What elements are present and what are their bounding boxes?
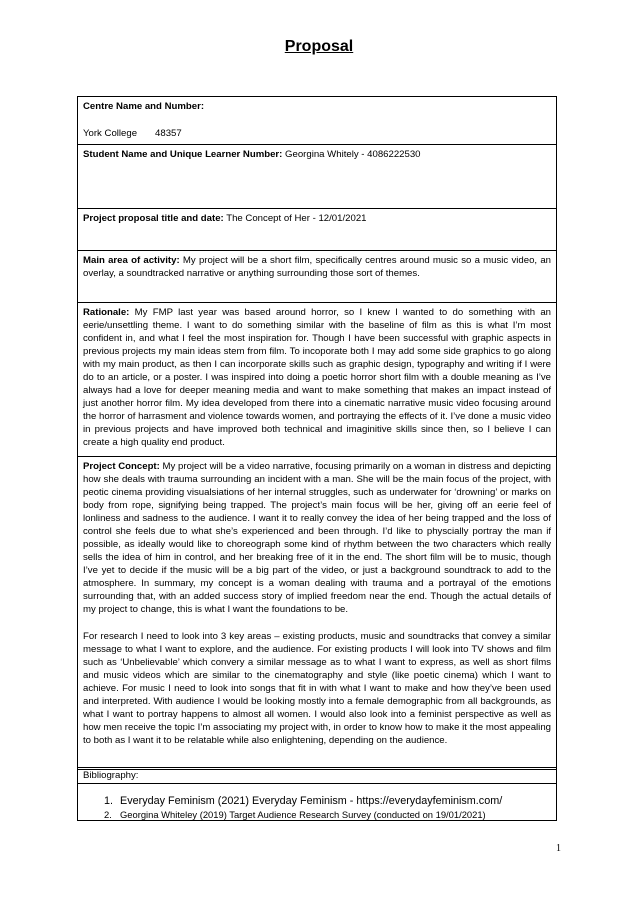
centre-details <box>83 127 551 140</box>
concept-section <box>78 457 556 769</box>
student-value: Georgina Whitely - 4086222530 <box>282 149 421 160</box>
rationale-value: My FMP last year was based around horror, so I knew I wanted to do something with an eerie/unsettling theme. I want to do something similar with the baseline of film as this is what I’m most confident in, and what I feel the most inspiration for. Though I have been successful with graphic aspects in previous projects my main ideas stem from film. To incoporate both I may add some side graphics to go along with my main product, as then I can incorporate skills such as graphic design, typography and writing if I were do to an article, or a poster. I was inspired into doing a poetic horror short film with a double meaning as I’ve always had a love for deeper meaning media and want to make something that makes an impact instead of just another horror film. My idea developed from there into a cinematic narrative music video focusing around the horror of harrasment and violence towards women, and portraying the effects of it. I’ve done a music video in previous projects and have improved both technical and imaginitive skills since then, so I believe I can create a high quality end product. <box>83 307 551 448</box>
proposal-label: Project proposal title and date: <box>83 213 224 224</box>
main-area-label: Main area of activity: <box>83 255 180 266</box>
bibliography-item-text: Everyday Feminism (2021) Everyday Feminism - https://everydayfeminism.com/ <box>120 795 503 807</box>
bibliography-table <box>77 767 557 821</box>
centre-label: Centre Name and Number: <box>83 101 205 112</box>
rationale-section <box>78 303 556 457</box>
page-title: Proposal <box>284 38 354 55</box>
concept-paragraph-2: For research I need to look into 3 key areas – existing products, music and soundtracks that convey a similar message to what I want to explore, and the audience. For existing products I will look into TV shows and film such as ‘Unbelievable’ which convery a similar message as to what I want to express, as well as short films and music videos which are similar to the cinematography and style (like poetic cinema) which I want to achieve. For music I need to look into songs that fit in with what I want to make and how they’ve been used and interpreted. With audience I would be looking mostly into a female demographic from all backgrounds, as what I want to portray happens to almost all women. I would also look into a feminist perspective as well as how men receive the topic I’m associating my project with, in order to know how to make it the most appealing to both as I want it to be relatable while also enlightening, depending on the audience. <box>83 631 551 746</box>
centre-section <box>78 97 556 145</box>
bibliography-item-text: Georgina Whiteley (2019) Target Audience Research Survey (conducted on 19/01/2021) <box>120 809 486 820</box>
proposal-value: The Concept of Her - 12/01/2021 <box>223 213 367 224</box>
rationale-label: Rationale: <box>83 307 130 318</box>
student-section <box>78 145 556 209</box>
student-label: Student Name and Unique Learner Number: <box>83 149 283 160</box>
bibliography-item-number: 2. <box>104 809 112 820</box>
centre-number: 48357 <box>155 128 182 139</box>
bibliography-item <box>104 795 502 807</box>
concept-label: Project Concept: <box>83 461 160 472</box>
page-number: 1 <box>556 843 561 854</box>
proposal-form-table <box>77 96 557 770</box>
bibliography-item <box>104 809 486 820</box>
bibliography-label: Bibliography: <box>78 768 556 784</box>
concept-paragraph-1: My project will be a video narrative, focusing primarily on a woman in distress and depicting how she deals with trauma surrounding an incident with a man. She will be the main focus of the project, with peotic cinema providing visualsiations of her internal struggles, such as underwater for ‘drowning’ or marks on body from rope, signifying being trapped. The project’s main focus will be her, giving off an eerie feel of lonliness and sadness to the audience. I want it to really convey the idea of her being trapped and the loss of control she feels due to what she’s experienced and been through. I’d like to physcially portray the man if possible, as ideally would like to choreograph some kind of rhythm between the two characters which really sells the idea of him in control, and her breaking free of it in the end. The short film will be to music, though I’ve yet to decide if the music will be a big part of the video, or just a background soundtrack to add to the atmosphere. In summary, my concept is a woman dealing with trauma and a portrayal of the emotions surrounding that, with an added success story of implied freedom near the end. Though the actual details of my project to change, this is what I want the foundations to be. <box>83 461 552 615</box>
main-area-section <box>78 251 556 303</box>
centre-name: York College <box>83 128 138 139</box>
main-area-value: My project will be a short film, specifically centres around music so a music video, an overlay, a soundtracked narrative or anything surrounding those sort of themes. <box>83 255 551 279</box>
bibliography-item-number: 1. <box>104 795 114 807</box>
proposal-title-section <box>78 209 556 251</box>
